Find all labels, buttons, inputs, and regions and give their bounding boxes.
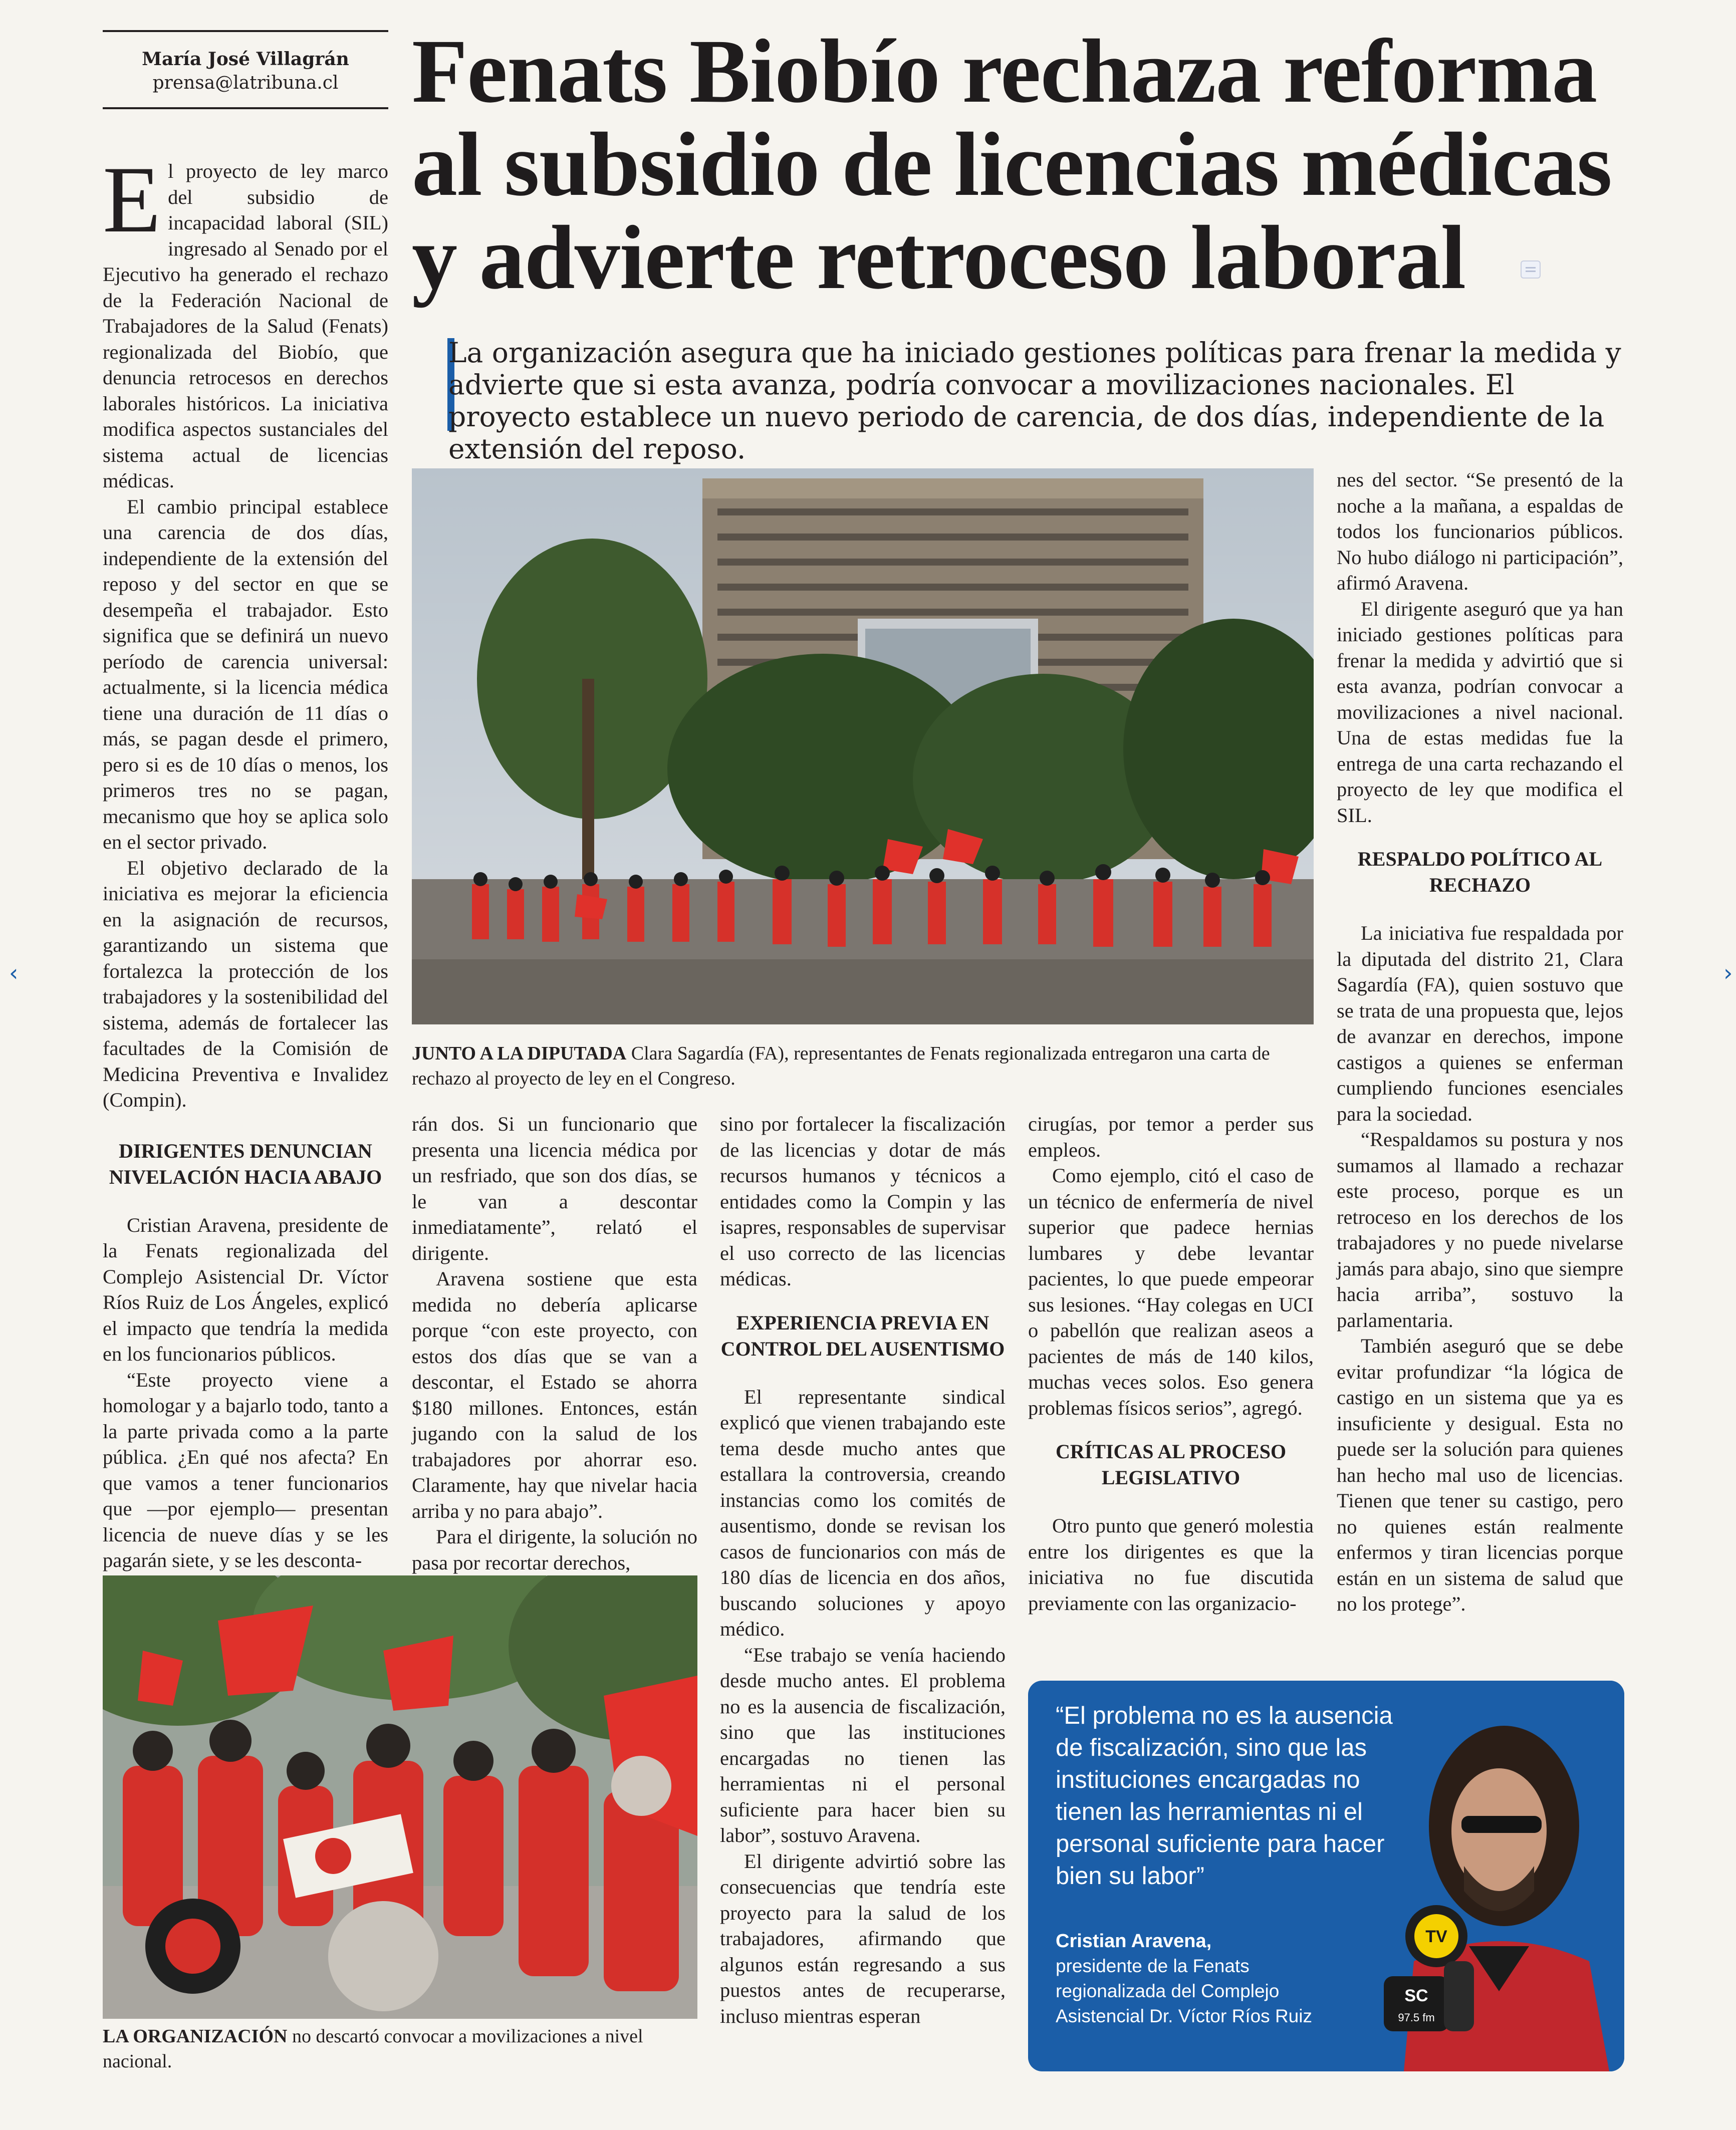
quote-attribution-role: presidente de la Fenats regionalizada del Complejo Asistencial Dr. Víctor Ríos Ruiz (1056, 1956, 1312, 2026)
article-paragraph: Aravena sostiene que esta medida no debería aplicarse porque “con este proyecto, con estos dos días que se van a descontar, el Estado se ahorra $180 millones. Entonces, están jugando con la salud de los trabajadores por ahorrar eso. Claramente, hay que nivelar hacia arriba y no para abajo”. (412, 1267, 697, 1522)
article-paragraph: El dirigente advirtió sobre las consecuencias que tendría este proyecto para la salud de los trabajadores, afirmando que algunos están regresando a sus puestos antes de recuperarse, incluso mientras esperan (720, 1849, 1006, 2027)
author-email[interactable]: prensa@latribuna.cl (152, 73, 339, 93)
article-column-2 (412, 1111, 697, 1575)
article-column-5 (1337, 467, 1623, 1617)
article-paragraph: Como ejemplo, citó el caso de un técnico de enfermería de nivel superior que padece hernias lumbares y debe levantar pacientes, lo que puede empeorar sus lesiones. “Hay colegas en UCI o pabellón que realizan aseos a pacientes de más de 140 kilos, muchas veces solos. Eso genera problemas físicos serios”, agregó. (1028, 1164, 1314, 1419)
article-paragraph: Para el dirigente, la solución no pasa por recortar derechos, (412, 1525, 697, 1574)
lead-paragraph (448, 337, 1641, 465)
previous-page-arrow-icon[interactable]: ‹ (9, 959, 19, 986)
comment-icon[interactable] (1521, 260, 1541, 279)
caption-lead: LA ORGANIZACIÓN (103, 2026, 288, 2047)
pull-quote-box (1028, 1681, 1624, 2071)
article-paragraph: cirugías, por temor a perder sus empleos. (1028, 1113, 1314, 1161)
quote-attribution-name: Cristian Aravena, (1056, 1931, 1212, 1952)
article-paragraph: “Este proyecto viene a homologar y a bajarlo todo, tanto a la parte privada como a la parte pública. ¿En qué nos afecta? En que vamos a tener funcionarios que —por ejemplo— presentan licencia de nueve días y se les pagarán siete, y se les desconta- (103, 1368, 388, 1571)
section-heading: EXPERIENCIA PREVIA EN CONTROL DEL AUSENTISMO (720, 1311, 1005, 1360)
article-paragraph: Cristian Aravena, presidente de la Fenats regionalizada del Complejo Asistencial Dr. Víctor Ríos Ruiz de Los Ángeles, explicó el impacto que tendría la medida en los funcionarios públicos. (103, 1213, 388, 1365)
section-heading: DIRIGENTES DENUNCIAN NIVELACIÓN HACIA ABAJO (109, 1139, 382, 1188)
congress-protest-image (412, 468, 1314, 1024)
headline: Fenats Biobío rechaza reforma al subsidio de licencias médicas y advierte retroceso laboral (412, 21, 1612, 308)
photo-caption (412, 1041, 1314, 1091)
article-paragraph: El dirigente aseguró que ya han iniciado gestiones políticas para frenar la medida y advirtió que si esta avanza, podrían convocar a movilizaciones a nivel nacional. Una de estas medidas fue la entrega de una carta rechazando el proyecto de ley que modifica el SIL. (1337, 597, 1623, 827)
article-paragraph: El objetivo declarado de la iniciativa es mejorar la eficiencia en la asignación de recursos, garantizando un sistema que fortalezca la protección de los trabajadores y la sostenibilidad del sistema, además de fortalecer las facultades de la Comisión de Medicina Preventiva e Invalidez (Compin). (103, 856, 388, 1111)
article-paragraph: rán dos. Si un funcionario que presenta una licencia médica por un resfriado, que son dos días, se le van a descontar inmediatamente”, relató el dirigente. (412, 1113, 697, 1264)
pull-quote-text: “El problema no es la ausencia de fiscalización, sino que las instituciones encargadas no tienen las herramientas ni el personal suficiente para hacer bien su labor” (1056, 1702, 1393, 1890)
march-image (103, 1575, 697, 2019)
author-name: María José Villagrán (142, 49, 349, 70)
photo-caption (103, 2024, 697, 2074)
article-paragraph: También aseguró que se debe evitar profundizar “la lógica de castigo en un sistema que ya es insuficiente y desigual. Esta no puede ser la solución para quienes han hecho mal uso de licencias. Tienen que tener su castigo, pero no quienes están realmente enfermos y tiran licencias porque están en un sistema de salud que no los protege”. (1337, 1335, 1623, 1615)
article-paragraph (103, 147, 388, 494)
congress-protest-photo (412, 468, 1314, 1024)
caption-text: no descartó convocar a movilizaciones a nivel nacional. (103, 2026, 643, 2072)
section-heading: CRÍTICAS AL PROCESO LEGISLATIVO (1055, 1440, 1287, 1489)
section-heading: RESPALDO POLÍTICO AL RECHAZO (1357, 848, 1603, 896)
article-paragraph: “Ese trabajo se venía haciendo desde mucho antes. El problema no es la ausencia de fiscalización, sino que las instituciones encargadas no tienen las herramientas ni el personal suficiente para hacer bien su labor”, sostuvo Aravena. (720, 1643, 1006, 1846)
drop-cap: E (103, 147, 161, 252)
article-paragraph: “Respaldamos su postura y nos sumamos al llamado a rechazar este proceso, porque es un retroceso en los derechos de los trabajadores y no puede nivelarse jamás para abajo, sino que siempre hacia arriba”, sostuvo la parlamentaria. (1337, 1128, 1623, 1332)
lead-text: La organización asegura que ha iniciado gestiones políticas para frenar la medida y advierte que si esta avanza, podría convocar a movilizaciones nacionales. El proyecto establece un nuevo periodo de carencia, de dos días, independiente de la extensión del reposo. (448, 337, 1621, 465)
march-photo (103, 1575, 697, 2019)
article-paragraph: El cambio principal establece una carencia de dos días, independiente de la extensión del reposo y del sector en que se desempeña el trabajador. Esto significa que se definirá un nuevo período de carencia universal: actualmente, si la licencia médica tiene una duración de 11 días o más, se pagan desde el primero, pero si es de 10 días o menos, los primeros tres no se pagan, mecanismo que hoy se aplica solo en el sector privado. (103, 495, 388, 853)
caption-text: Clara Sagardía (FA), representantes de Fenats regionalizada entregaron una carta de rechazo al proyecto de ley en el Congreso. (412, 1043, 1270, 1089)
radio-mic-logo: SC (1404, 1986, 1428, 2005)
article-column-3 (720, 1111, 1006, 2029)
caption-lead: JUNTO A LA DIPUTADA (412, 1043, 627, 1064)
byline (103, 30, 388, 109)
article-paragraph: El representante sindical explicó que vienen trabajando este tema desde mucho antes que estallara la controversia, creando instancias como los comités de ausentismo, donde se revisan los casos de funcionarios con más de 180 días de licencia en dos años, buscando soluciones y apoyo médico. (720, 1385, 1006, 1640)
article-paragraph: Otro punto que generó molestia entre los dirigentes es que la iniciativa no fue discutida previamente con las organizacio- (1028, 1514, 1314, 1615)
tv-mic-logo: TV (1425, 1927, 1447, 1946)
article-paragraph: La iniciativa fue respaldada por la diputada del distrito 21, Clara Sagardía (FA), quien sostuvo que se trata de una propuesta que, lejos de avanzar en derechos, impone castigos a quienes se enferman cumpliendo funciones esenciales para la sociedad. (1337, 922, 1623, 1125)
article-column-1 (103, 147, 388, 1573)
paragraph-text: l proyecto de ley marco del subsidio de incapacidad laboral (SIL) ingresado al Senado por el Ejecutivo ha generado el rechazo de la Federación Nacional de Trabajadores de la Salud (Fenats) regionalizada del Biobío, que denuncia retrocesos en derechos laborales históricos. La iniciativa modifica aspectos sustanciales del sistema actual de licencias médicas. (103, 160, 388, 492)
next-page-arrow-icon[interactable]: › (1723, 959, 1733, 986)
article-paragraph: sino por fortalecer la fiscalización de las licencias y dotar de más recursos humanos y técnicos a entidades como la Compin y las isapres, responsables de supervisar el uso correcto de las licencias médicas. (720, 1113, 1006, 1290)
article-paragraph: nes del sector. “Se presentó de la noche a la mañana, a espaldas de todos los funcionarios públicos. No hubo diálogo ni participación”, afirmó Aravena. (1337, 468, 1623, 594)
radio-mic-frequency: 97.5 fm (1398, 2011, 1435, 2024)
article-column-4 (1028, 1111, 1314, 1616)
